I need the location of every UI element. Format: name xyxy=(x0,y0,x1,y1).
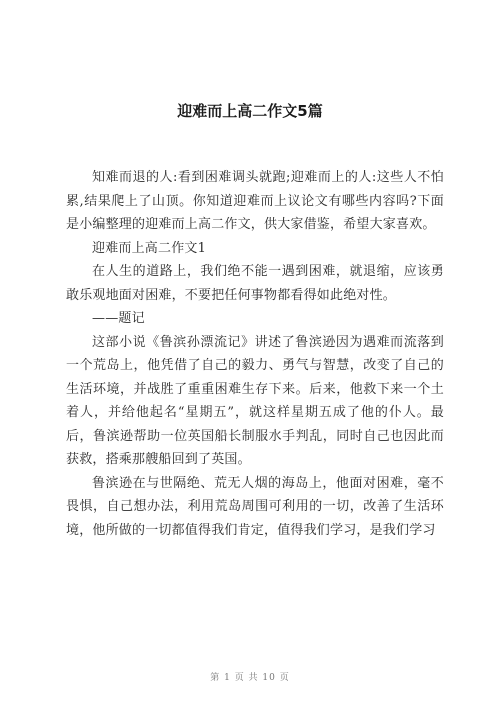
intro-paragraph: 知难而退的人:看到困难调头就跑;迎难而上的人:这些人不怕累,结果爬上了山顶。你知道迎难而上议论文有哪些内容吗?下面是小编整理的迎难而上高二作文，供大家借鉴，希望大家喜欢。 xyxy=(66,170,444,232)
reflection-paragraph: 鲁滨逊在与世隔绝、荒无人烟的海岛上，他面对困难，毫不畏惧，自己想办法，利用荒岛周围可利用的一切，改善了生活环境，他所做的一切都值得我们肯定，值得我们学习，是我们学习 xyxy=(66,475,444,538)
epigraph-paragraph: 在人生的道路上，我们绝不能一遇到困难，就退缩，应该勇敢乐观地面对困难，不要把任何事物都看得如此绝对性。 xyxy=(66,264,444,303)
section-heading: 迎难而上高二作文1 xyxy=(92,240,207,256)
epigraph-attribution: ——题记 xyxy=(92,311,145,326)
page-footer: 第 1 页 共 10 页 xyxy=(210,673,290,683)
summary-paragraph: 这部小说《鲁滨孙漂流记》讲述了鲁滨逊因为遇难而流落到一个荒岛上，他凭借了自己的毅力、勇气与智慧，改变了自己的生活环境，并战胜了重重困难生存下来。后来，他救下来一个土着人，并给他起名“星期五”，就这样星期五成了他的仆人。最后，鲁滨逊帮助一位英国船长制服水手判乱，同时自己也因此而获救，搭乘那艘船回到了英国。 xyxy=(66,334,444,467)
page-title: 迎难而上高二作文5篇 xyxy=(177,102,323,120)
document-body xyxy=(66,166,444,542)
